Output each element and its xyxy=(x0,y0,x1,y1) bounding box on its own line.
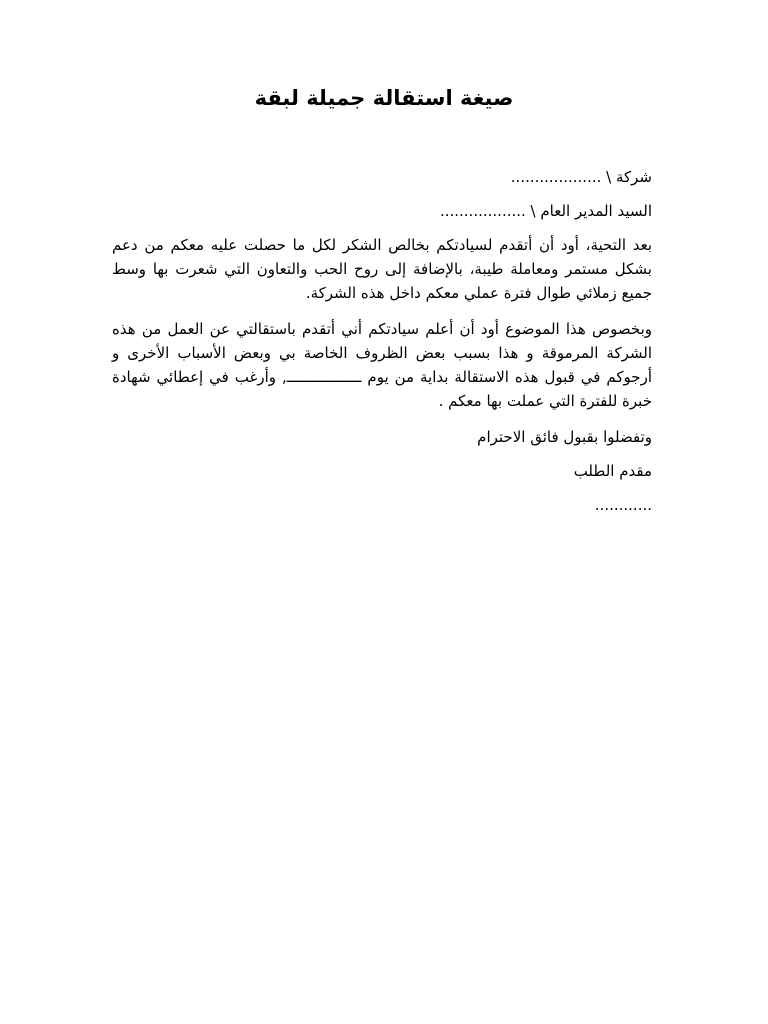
resignation-paragraph: وبخصوص هذا الموضوع أود أن أعلم سيادتكم أني أتقدم باستقالتي عن العمل من هذه الشركة المرموقة و هذا بسبب بعض الظروف الخاصة بي وبعض الأسباب الأخرى و أرجوكم في قبول هذه الاستقالة بداية من يوم ـــــــــــــــــ, وأرغب في إعطائي شهادة خبرة للفترة التي عملت بها معكم . xyxy=(112,320,652,410)
signer-label: مقدم الطلب xyxy=(573,462,652,480)
greeting-paragraph: بعد التحية، أود أن أتقدم لسيادتكم بخالص الشكر لكل ما حصلت عليه معكم من دعم بشكل مستمر ومعاملة طيبة، بالإضافة إلى روح الحب والتعاون التي شعرت بها وسط جميع زملائي طوال فترة عملي معكم داخل هذه الشركة. xyxy=(112,236,652,302)
company-line: شركة \ ................... xyxy=(510,168,652,186)
document-title: صيغة استقالة جميلة لبقة xyxy=(254,86,514,110)
closing-line: وتفضلوا بقبول فائق الاحترام xyxy=(477,428,652,446)
letter-body xyxy=(112,165,652,517)
manager-line: السيد المدير العام \ .................. xyxy=(439,202,652,220)
signature-placeholder: ............ xyxy=(594,496,652,514)
